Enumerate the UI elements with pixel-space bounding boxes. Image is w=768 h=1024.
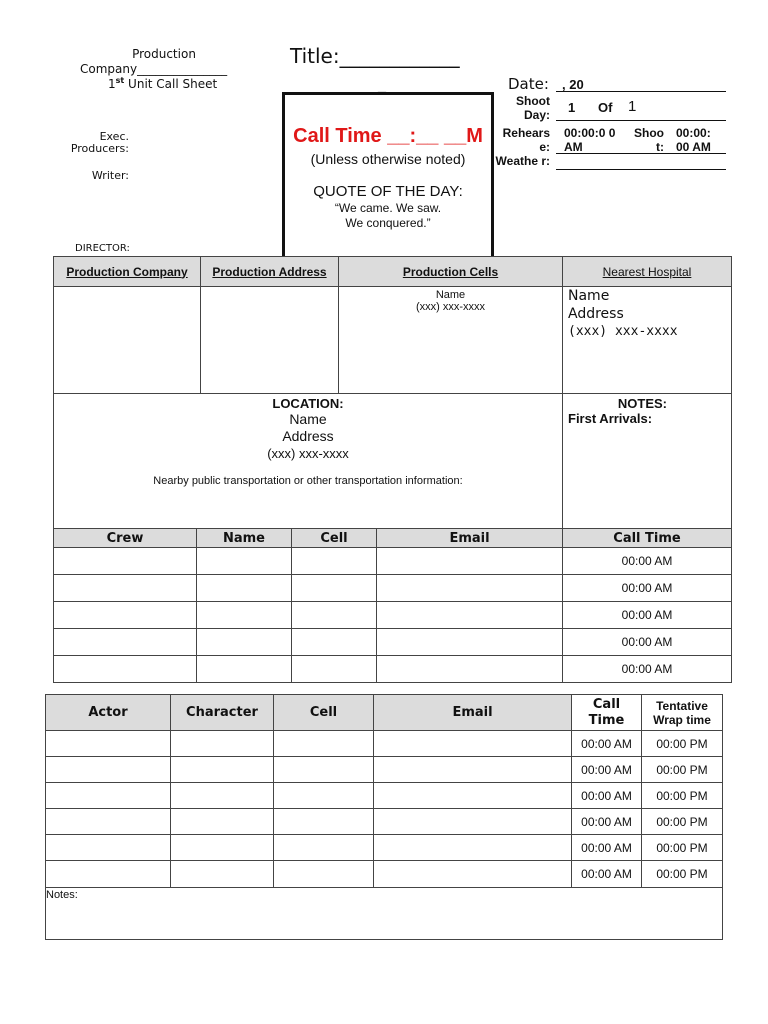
exec-label: Exec. [99, 130, 129, 143]
cast-call-time[interactable]: 00:00 AM [572, 731, 642, 757]
unless-noted: (Unless otherwise noted) [310, 151, 466, 167]
rehearse-value: 00:00:0 0 AM [564, 126, 616, 154]
cast-notes-cell[interactable] [46, 888, 723, 940]
crew-header-email: Email [377, 529, 563, 548]
cast-header-call-time: Call Time [572, 695, 642, 731]
cast-wrap-time[interactable]: 00:00 PM [642, 835, 723, 861]
cast-header-email: Email [374, 695, 572, 731]
cast-call-time[interactable]: 00:00 AM [572, 861, 642, 888]
nearest-hospital-cell[interactable] [563, 287, 732, 394]
table-row [46, 835, 723, 861]
writer-label: Writer: [91, 169, 129, 182]
director-label: DIRECTOR: [75, 243, 130, 254]
location-cell[interactable] [54, 394, 563, 529]
shoot-label: Shoo t: [634, 126, 664, 154]
cast-wrap-time[interactable]: 00:00 PM [642, 783, 723, 809]
header-production-address: Production Address [201, 257, 339, 287]
table-row [46, 757, 723, 783]
call-time-text: Call Time __:__ __M [293, 125, 483, 147]
header-nearest-hospital: Nearest Hospital [563, 257, 732, 287]
crew-call-time[interactable]: 00:00 AM [563, 656, 732, 683]
call-time-box [282, 92, 494, 262]
crew-header-crew: Crew [54, 529, 197, 548]
cast-header-actor: Actor [46, 695, 171, 731]
table-row [54, 548, 732, 575]
cast-call-time[interactable]: 00:00 AM [572, 783, 642, 809]
table-row [46, 731, 723, 757]
table-row [46, 861, 723, 888]
cast-header-wrap-time: Tentative Wrap time [642, 695, 723, 731]
cast-call-time[interactable]: 00:00 AM [572, 835, 642, 861]
header-production-company: Production Company [54, 257, 201, 287]
first-arrivals-label: First Arrivals: [568, 411, 653, 426]
production-company-cell[interactable] [54, 287, 201, 394]
location-phone: (xxx) xxx-xxxx [267, 446, 349, 461]
title-label: Title:____________ [290, 44, 460, 68]
header-production-cells: Production Cells [339, 257, 563, 287]
shoot-value: 00:00: 00 AM [676, 126, 711, 154]
shoot-day-value: 1 [568, 100, 576, 115]
production-info-table [53, 256, 732, 529]
of-label: Of [598, 100, 613, 115]
hospital-address: Address [568, 306, 624, 322]
cast-header-character: Character [171, 695, 274, 731]
production-cells-cell[interactable]: Name (xxx) xxx-xxxx [339, 287, 563, 394]
production-address-cell[interactable] [201, 287, 339, 394]
quote-text: “We came. We saw. We conquered.” [334, 201, 442, 230]
table-row [54, 602, 732, 629]
hospital-name: Name [568, 288, 610, 304]
transport-note: Nearby public transportation or other transportation information: [153, 475, 463, 487]
cast-table [45, 694, 723, 940]
notes-cell[interactable] [563, 394, 732, 529]
cast-wrap-time[interactable]: 00:00 PM [642, 809, 723, 835]
table-row [54, 656, 732, 683]
cast-wrap-time[interactable]: 00:00 PM [642, 757, 723, 783]
crew-call-time[interactable]: 00:00 AM [563, 602, 732, 629]
location-name: Name [289, 411, 327, 427]
crew-call-time[interactable]: 00:00 AM [563, 548, 732, 575]
title-underscore: _ [378, 74, 386, 93]
table-row [46, 809, 723, 835]
notes-label: NOTES: [617, 396, 667, 411]
cast-call-time[interactable]: 00:00 AM [572, 809, 642, 835]
weather-label: Weathe r: [495, 154, 550, 168]
crew-call-time[interactable]: 00:00 AM [563, 629, 732, 656]
crew-header-name: Name [197, 529, 292, 548]
rehearse-label: Rehears e: [502, 126, 550, 154]
date-value: , 20 [562, 77, 584, 92]
producers-label: Producers: [70, 142, 129, 155]
table-row [46, 783, 723, 809]
cast-notes-label: Notes: [46, 889, 78, 901]
crew-header-call-time: Call Time [563, 529, 732, 548]
production-label: Production [132, 47, 196, 61]
unit-call-sheet: 1st Unit Call Sheet [108, 76, 218, 91]
crew-table [53, 528, 732, 683]
date-label: Date: [508, 75, 549, 93]
cast-wrap-time[interactable]: 00:00 PM [642, 861, 723, 888]
quote-label: QUOTE OF THE DAY: [313, 183, 463, 200]
crew-header-cell: Cell [292, 529, 377, 548]
table-row [54, 629, 732, 656]
hospital-phone: (xxx) xxx-xxxx [568, 324, 678, 339]
cast-call-time[interactable]: 00:00 AM [572, 757, 642, 783]
location-label: LOCATION: [272, 396, 344, 411]
location-address: Address [282, 428, 334, 444]
of-value: 1 [628, 98, 637, 115]
table-row [54, 575, 732, 602]
crew-call-time[interactable]: 00:00 AM [563, 575, 732, 602]
company-label: Company_______________ [80, 62, 228, 76]
cast-wrap-time[interactable]: 00:00 PM [642, 731, 723, 757]
shoot-day-label: Shoot Day: [516, 94, 550, 122]
cast-header-cell: Cell [274, 695, 374, 731]
